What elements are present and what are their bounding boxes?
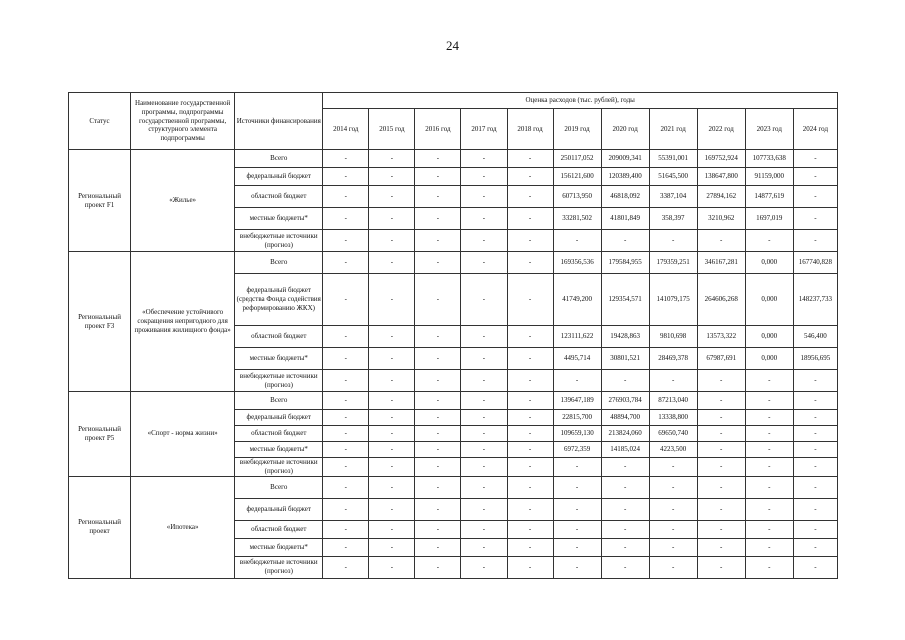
value-cell: - [369, 208, 415, 230]
value-cell: - [461, 252, 507, 274]
source-cell: областной бюджет [235, 426, 323, 442]
value-cell: 179359,251 [649, 252, 697, 274]
value-cell: 3210,962 [697, 208, 745, 230]
value-cell: - [323, 348, 369, 370]
value-cell: - [415, 326, 461, 348]
value-cell: - [697, 230, 745, 252]
value-cell: 41801,849 [601, 208, 649, 230]
value-cell: - [415, 370, 461, 392]
value-cell: - [507, 370, 553, 392]
source-cell: Всего [235, 476, 323, 498]
value-cell: - [793, 458, 837, 477]
value-cell: 0,000 [745, 348, 793, 370]
value-cell: - [415, 168, 461, 186]
header-sources: Источники финансирования [235, 93, 323, 150]
value-cell: 0,000 [745, 252, 793, 274]
value-cell: - [323, 556, 369, 578]
value-cell: - [745, 370, 793, 392]
value-cell: - [553, 230, 601, 252]
value-cell: - [323, 426, 369, 442]
value-cell: - [415, 458, 461, 477]
value-cell: - [415, 498, 461, 520]
value-cell: - [415, 538, 461, 556]
value-cell: - [793, 498, 837, 520]
value-cell: - [369, 520, 415, 538]
value-cell: - [793, 150, 837, 168]
value-cell: - [323, 208, 369, 230]
value-cell: - [323, 150, 369, 168]
value-cell: - [415, 186, 461, 208]
value-cell: - [697, 370, 745, 392]
header-year: 2014 год [323, 109, 369, 150]
value-cell: - [415, 230, 461, 252]
value-cell: - [369, 230, 415, 252]
value-cell: - [461, 498, 507, 520]
value-cell: - [553, 458, 601, 477]
value-cell: - [649, 476, 697, 498]
value-cell: - [507, 168, 553, 186]
value-cell: 169752,924 [697, 150, 745, 168]
value-cell: - [601, 538, 649, 556]
value-cell: - [507, 186, 553, 208]
value-cell: - [507, 426, 553, 442]
value-cell: - [323, 520, 369, 538]
value-cell: 14877,619 [745, 186, 793, 208]
value-cell: - [697, 498, 745, 520]
value-cell: 0,000 [745, 274, 793, 326]
value-cell: - [369, 556, 415, 578]
value-cell: 19428,863 [601, 326, 649, 348]
value-cell: 250117,052 [553, 150, 601, 168]
value-cell: - [601, 556, 649, 578]
value-cell: - [745, 442, 793, 458]
value-cell: 3387,104 [649, 186, 697, 208]
value-cell: 6972,359 [553, 442, 601, 458]
value-cell: - [369, 498, 415, 520]
value-cell: - [323, 442, 369, 458]
status-cell: Региональный проект P5 [69, 392, 131, 477]
source-cell: федеральный бюджет [235, 168, 323, 186]
value-cell: 30801,521 [601, 348, 649, 370]
value-cell: - [601, 370, 649, 392]
value-cell: - [601, 230, 649, 252]
value-cell: 28469,378 [649, 348, 697, 370]
source-cell: федеральный бюджет [235, 498, 323, 520]
value-cell: - [415, 476, 461, 498]
value-cell: - [507, 208, 553, 230]
value-cell: - [745, 392, 793, 410]
value-cell: - [323, 252, 369, 274]
value-cell: 51645,500 [649, 168, 697, 186]
value-cell: - [369, 458, 415, 477]
value-cell: - [793, 230, 837, 252]
source-cell: областной бюджет [235, 520, 323, 538]
value-cell: 27894,162 [697, 186, 745, 208]
value-cell: - [323, 458, 369, 477]
value-cell: - [415, 208, 461, 230]
value-cell: - [323, 370, 369, 392]
program-cell: «Жилье» [131, 150, 235, 252]
value-cell: - [649, 556, 697, 578]
value-cell: 67987,691 [697, 348, 745, 370]
value-cell: - [461, 426, 507, 442]
value-cell: - [793, 476, 837, 498]
value-cell: - [697, 458, 745, 477]
value-cell: - [461, 392, 507, 410]
value-cell: 148237,733 [793, 274, 837, 326]
program-cell: «Ипотека» [131, 476, 235, 578]
header-year: 2024 год [793, 109, 837, 150]
status-cell: Региональный проект [69, 476, 131, 578]
value-cell: 87213,040 [649, 392, 697, 410]
value-cell: - [323, 392, 369, 410]
value-cell: 346167,281 [697, 252, 745, 274]
value-cell: - [697, 538, 745, 556]
value-cell: - [415, 392, 461, 410]
value-cell: - [507, 410, 553, 426]
value-cell: - [507, 458, 553, 477]
source-cell: Всего [235, 252, 323, 274]
value-cell: - [461, 556, 507, 578]
value-cell: 14185,024 [601, 442, 649, 458]
value-cell: - [649, 538, 697, 556]
value-cell: - [793, 410, 837, 426]
value-cell: - [323, 274, 369, 326]
value-cell: - [461, 186, 507, 208]
budget-table [68, 92, 838, 579]
source-cell: внебюджетные источники (прогноз) [235, 230, 323, 252]
value-cell: 69650,740 [649, 426, 697, 442]
value-cell: - [793, 168, 837, 186]
header-year: 2017 год [461, 109, 507, 150]
value-cell: - [507, 274, 553, 326]
value-cell: - [369, 274, 415, 326]
value-cell: - [415, 556, 461, 578]
value-cell: 546,400 [793, 326, 837, 348]
value-cell: - [415, 410, 461, 426]
value-cell: - [745, 538, 793, 556]
value-cell: - [369, 392, 415, 410]
value-cell: - [507, 150, 553, 168]
source-cell: внебюджетные источники (прогноз) [235, 370, 323, 392]
value-cell: 123111,622 [553, 326, 601, 348]
value-cell: - [553, 520, 601, 538]
value-cell: - [507, 442, 553, 458]
value-cell: - [507, 230, 553, 252]
value-cell: 1697,019 [745, 208, 793, 230]
value-cell: - [369, 348, 415, 370]
header-status: Статус [69, 93, 131, 150]
value-cell: - [507, 348, 553, 370]
source-cell: федеральный бюджет [235, 410, 323, 426]
value-cell: - [369, 252, 415, 274]
value-cell: 33281,502 [553, 208, 601, 230]
value-cell: - [323, 498, 369, 520]
value-cell: - [415, 252, 461, 274]
value-cell: - [553, 498, 601, 520]
value-cell: 9810,698 [649, 326, 697, 348]
value-cell: - [369, 442, 415, 458]
value-cell: - [369, 370, 415, 392]
value-cell: - [697, 476, 745, 498]
value-cell: - [461, 538, 507, 556]
value-cell: - [601, 520, 649, 538]
value-cell: - [323, 538, 369, 556]
value-cell: - [461, 326, 507, 348]
value-cell: - [697, 520, 745, 538]
value-cell: 179584,955 [601, 252, 649, 274]
value-cell: 264606,268 [697, 274, 745, 326]
value-cell: - [649, 230, 697, 252]
value-cell: - [369, 538, 415, 556]
value-cell: - [323, 326, 369, 348]
value-cell: - [553, 556, 601, 578]
value-cell: - [369, 326, 415, 348]
value-cell: 91159,000 [745, 168, 793, 186]
value-cell: - [415, 274, 461, 326]
value-cell: - [507, 252, 553, 274]
value-cell: 0,000 [745, 326, 793, 348]
source-cell: федеральный бюджет (средства Фонда содействия реформированию ЖКХ) [235, 274, 323, 326]
value-cell: - [461, 348, 507, 370]
value-cell: 22815,700 [553, 410, 601, 426]
value-cell: - [507, 520, 553, 538]
source-cell: местные бюджеты* [235, 442, 323, 458]
value-cell: - [649, 458, 697, 477]
value-cell: - [793, 556, 837, 578]
value-cell: - [323, 168, 369, 186]
value-cell: - [745, 498, 793, 520]
value-cell: 167740,828 [793, 252, 837, 274]
value-cell: - [507, 556, 553, 578]
value-cell: - [415, 348, 461, 370]
value-cell: - [793, 538, 837, 556]
value-cell: - [323, 476, 369, 498]
header-program: Наименование государственной программы, подпрограммы государственной программы, структурного элемента подпрограммы [131, 93, 235, 150]
source-cell: местные бюджеты* [235, 538, 323, 556]
value-cell: - [793, 392, 837, 410]
value-cell: 139647,189 [553, 392, 601, 410]
value-cell: 169356,536 [553, 252, 601, 274]
table-row [69, 150, 838, 168]
value-cell: - [697, 442, 745, 458]
value-cell: - [369, 168, 415, 186]
value-cell: - [323, 410, 369, 426]
value-cell: 109659,130 [553, 426, 601, 442]
header-year: 2018 год [507, 109, 553, 150]
value-cell: - [461, 150, 507, 168]
source-cell: внебюджетные источники (прогноз) [235, 556, 323, 578]
value-cell: - [553, 476, 601, 498]
value-cell: - [697, 392, 745, 410]
value-cell: - [745, 458, 793, 477]
value-cell: 46818,092 [601, 186, 649, 208]
value-cell: - [745, 426, 793, 442]
value-cell: 120389,400 [601, 168, 649, 186]
value-cell: - [793, 186, 837, 208]
header-year: 2022 год [697, 109, 745, 150]
page-number: 24 [446, 38, 459, 53]
value-cell: 13573,322 [697, 326, 745, 348]
header-year: 2021 год [649, 109, 697, 150]
value-cell: - [507, 476, 553, 498]
header-estimate: Оценка расходов (тыс. рублей), годы [323, 93, 838, 109]
value-cell: - [461, 520, 507, 538]
value-cell: - [553, 538, 601, 556]
status-cell: Региональный проект F1 [69, 150, 131, 252]
value-cell: - [553, 370, 601, 392]
value-cell: 13338,800 [649, 410, 697, 426]
value-cell: - [369, 186, 415, 208]
value-cell: 156121,600 [553, 168, 601, 186]
source-cell: Всего [235, 150, 323, 168]
value-cell: - [415, 520, 461, 538]
value-cell: 4223,500 [649, 442, 697, 458]
source-cell: областной бюджет [235, 186, 323, 208]
value-cell: - [697, 410, 745, 426]
source-cell: местные бюджеты* [235, 348, 323, 370]
value-cell: - [461, 410, 507, 426]
header-year: 2023 год [745, 109, 793, 150]
value-cell: - [415, 150, 461, 168]
value-cell: - [649, 520, 697, 538]
value-cell: 209009,341 [601, 150, 649, 168]
value-cell: - [461, 370, 507, 392]
value-cell: 4495,714 [553, 348, 601, 370]
value-cell: - [323, 230, 369, 252]
value-cell: - [461, 230, 507, 252]
value-cell: - [369, 426, 415, 442]
value-cell: - [745, 520, 793, 538]
value-cell: - [601, 458, 649, 477]
value-cell: - [369, 410, 415, 426]
source-cell: местные бюджеты* [235, 208, 323, 230]
value-cell: - [793, 208, 837, 230]
value-cell: - [649, 370, 697, 392]
table-row [69, 252, 838, 274]
source-cell: областной бюджет [235, 326, 323, 348]
header-year: 2016 год [415, 109, 461, 150]
value-cell: - [323, 186, 369, 208]
value-cell: 358,397 [649, 208, 697, 230]
value-cell: - [507, 498, 553, 520]
value-cell: - [461, 458, 507, 477]
value-cell: - [461, 476, 507, 498]
program-cell: «Спорт - норма жизни» [131, 392, 235, 477]
value-cell: - [601, 476, 649, 498]
value-cell: 18956,695 [793, 348, 837, 370]
value-cell: 107733,638 [745, 150, 793, 168]
value-cell: - [793, 370, 837, 392]
value-cell: - [369, 476, 415, 498]
value-cell: - [507, 392, 553, 410]
value-cell: - [461, 208, 507, 230]
value-cell: 276903,784 [601, 392, 649, 410]
value-cell: 141079,175 [649, 274, 697, 326]
table-row [69, 476, 838, 498]
value-cell: - [697, 556, 745, 578]
header-year: 2015 год [369, 109, 415, 150]
value-cell: - [461, 274, 507, 326]
value-cell: - [369, 150, 415, 168]
value-cell: - [793, 442, 837, 458]
status-cell: Региональный проект F3 [69, 252, 131, 392]
source-cell: Всего [235, 392, 323, 410]
value-cell: - [461, 168, 507, 186]
value-cell: - [745, 556, 793, 578]
value-cell: - [507, 538, 553, 556]
header-year: 2020 год [601, 109, 649, 150]
value-cell: - [415, 442, 461, 458]
value-cell: 129354,571 [601, 274, 649, 326]
program-cell: «Обеспечение устойчивого сокращения непригодного для проживания жилищного фонда» [131, 252, 235, 392]
value-cell: 138647,800 [697, 168, 745, 186]
value-cell: 55391,001 [649, 150, 697, 168]
value-cell: - [649, 498, 697, 520]
value-cell: - [461, 442, 507, 458]
value-cell: 48894,700 [601, 410, 649, 426]
value-cell: - [745, 230, 793, 252]
header-year: 2019 год [553, 109, 601, 150]
value-cell: - [415, 426, 461, 442]
value-cell: 60713,950 [553, 186, 601, 208]
value-cell: - [793, 426, 837, 442]
value-cell: 213824,060 [601, 426, 649, 442]
source-cell: внебюджетные источники (прогноз) [235, 458, 323, 477]
value-cell: - [745, 410, 793, 426]
value-cell: - [601, 498, 649, 520]
value-cell: - [507, 326, 553, 348]
table-row [69, 392, 838, 410]
value-cell: - [745, 476, 793, 498]
value-cell: - [793, 520, 837, 538]
value-cell: - [697, 426, 745, 442]
value-cell: 41749,200 [553, 274, 601, 326]
